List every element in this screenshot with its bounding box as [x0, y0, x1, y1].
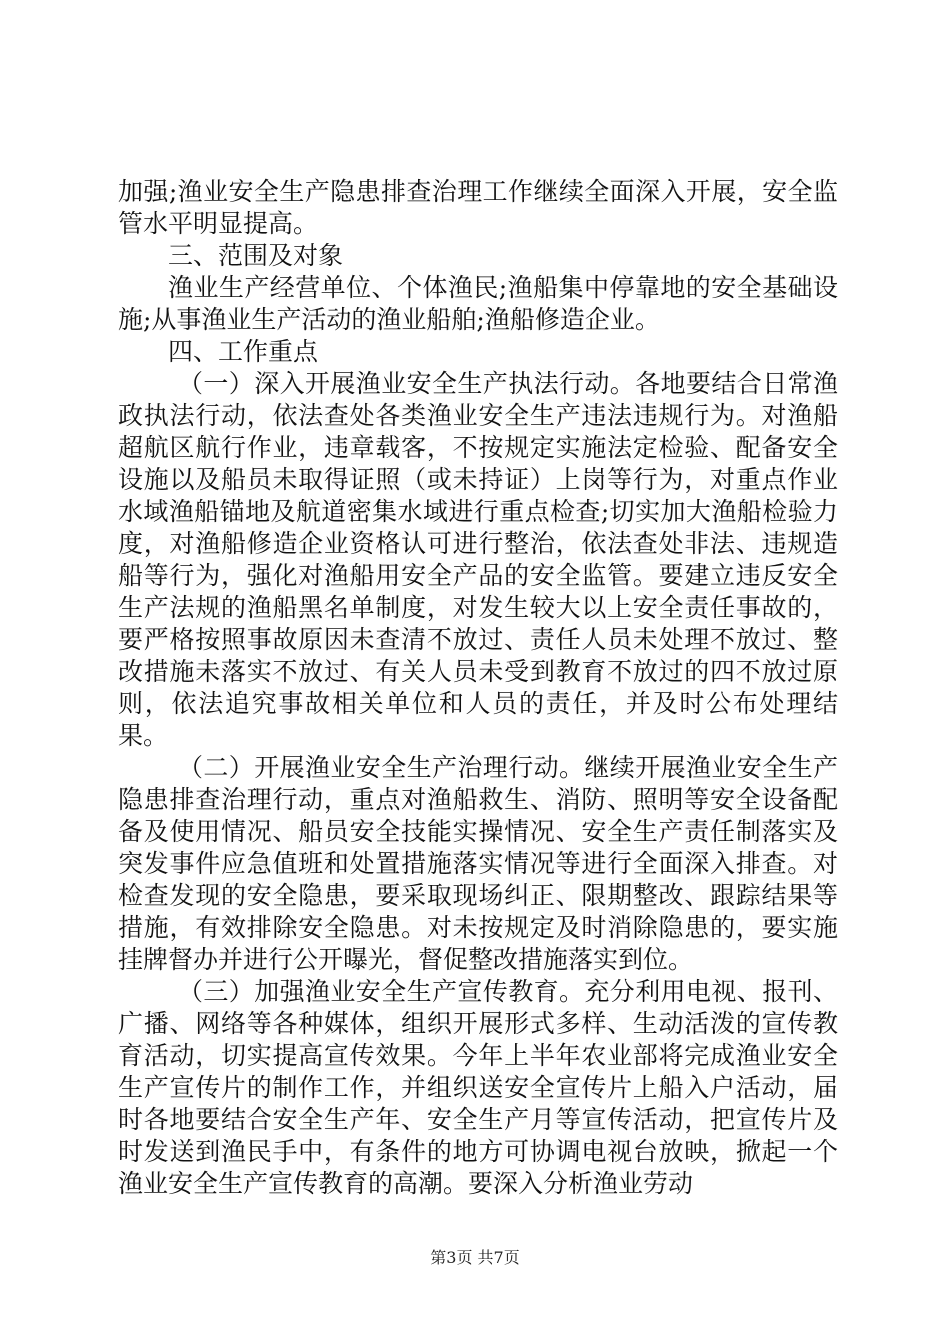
paragraph-item-3: （三）加强渔业安全生产宣传教育。充分利用电视、报刊、广播、网络等各种媒体，组织开展形式多样、生动活泼的宣传教育活动，切实提高宣传效果。今年上半年农业部将完成渔业安全生产宣传片的制作工作，并组织送安全宣传片上船入户活动，届时各地要结合安全生产年、安全生产月等宣传活动，把宣传片及时发送到渔民手中，有条件的地方可协调电视台放映，掀起一个渔业安全生产宣传教育的高潮。要深入分析渔业劳动 — [118, 977, 838, 1198]
document-body — [118, 176, 838, 1200]
page-number-footer: 第3页 共7页 — [430, 1248, 520, 1267]
paragraph-item-2: （二）开展渔业安全生产治理行动。继续开展渔业安全生产隐患排查治理行动，重点对渔船救生、消防、照明等安全设备配备及使用情况、船员安全技能实操情况、安全生产责任制落实及突发事件应急值班和处置措施落实情况等进行全面深入排查。对检查发现的安全隐患，要采取现场纠正、限期整改、跟踪结果等措施，有效排除安全隐患。对未按规定及时消除隐患的，要实施挂牌督办并进行公开曝光，督促整改措施落实到位。 — [118, 753, 838, 974]
paragraph-continuation: 加强;渔业安全生产隐患排查治理工作继续全面深入开展，安全监管水平明显提高。 — [118, 177, 838, 238]
paragraph-scope: 渔业生产经营单位、个体渔民;渔船集中停靠地的安全基础设施;从事渔业生产活动的渔业船舶;渔船修造企业。 — [118, 273, 838, 334]
section-heading-work-focus: 四、工作重点 — [168, 337, 319, 366]
paragraph-item-1: （一）深入开展渔业安全生产执法行动。各地要结合日常渔政执法行动，依法查处各类渔业安全生产违法违规行为。对渔船超航区航行作业，违章载客，不按规定实施法定检验、配备安全设施以及船员未取得证照（或未持证）上岗等行为，对重点作业水域渔船锚地及航道密集水域进行重点检查;切实加大渔船检验力度，对渔船修造企业资格认可进行整治，依法查处非法、违规造船等行为，强化对渔船用安全产品的安全监管。要建立违反安全生产法规的渔船黑名单制度，对发生较大以上安全责任事故的，要严格按照事故原因未查清不放过、责任人员未处理不放过、整改措施未落实不放过、有关人员未受到教育不放过的四不放过原则，依法追究事故相关单位和人员的责任，并及时公布处理结果。 — [118, 369, 838, 750]
section-heading-scope: 三、范围及对象 — [168, 241, 344, 270]
